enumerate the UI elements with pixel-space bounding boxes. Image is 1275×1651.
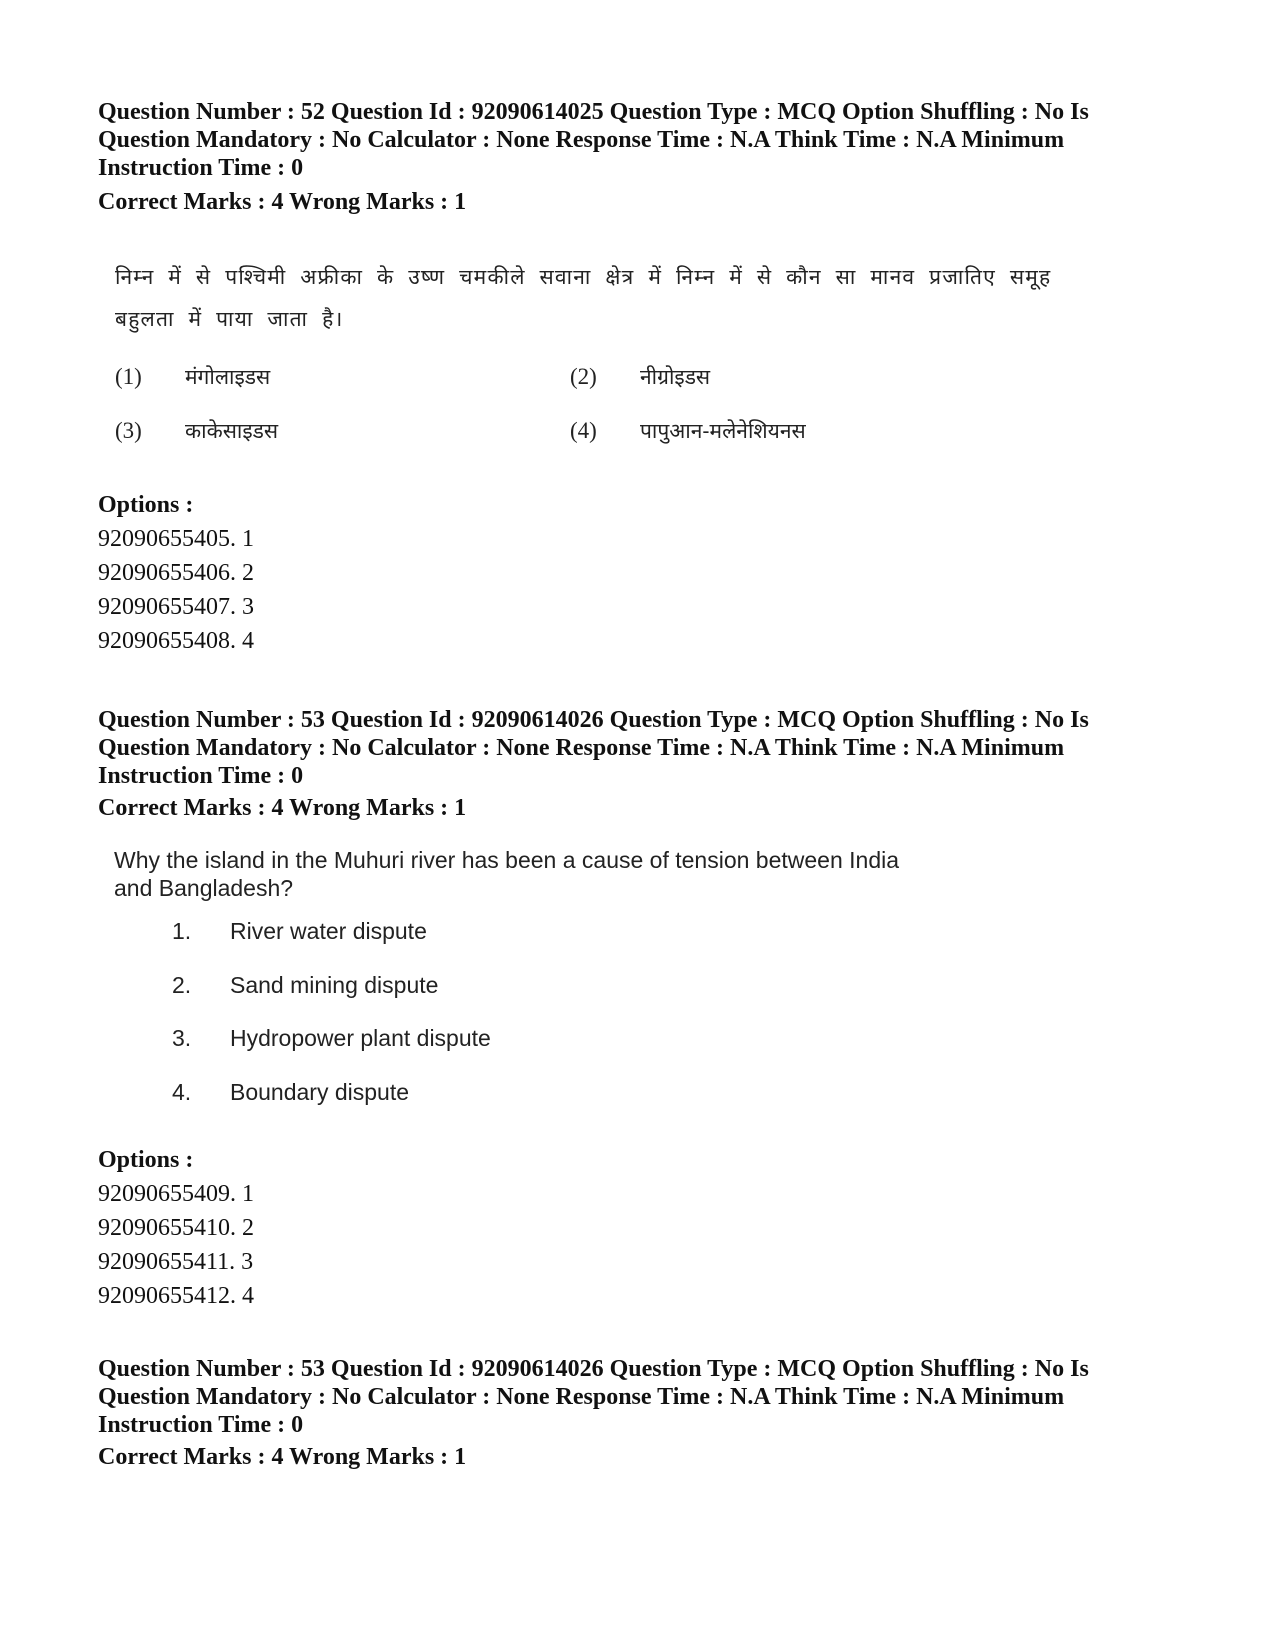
question-53-options — [98, 1143, 254, 1313]
choice-text: नीग्रोइडस — [640, 365, 711, 389]
choice-text: River water dispute — [230, 918, 427, 944]
choice-number: (1) — [115, 364, 142, 389]
choice-text: मंगोलाइडस — [185, 365, 271, 389]
option-item: 92090655406. 2 — [98, 560, 254, 586]
option-item: 92090655412. 4 — [98, 1283, 254, 1309]
question-header-line: Question Number : 52 Question Id : 92090614025 Question Type : MCQ Option Shuffling : No Is — [98, 99, 1089, 125]
question-stem-line: बहुलता में पाया जाता है। — [115, 307, 344, 331]
question-53-stem — [114, 846, 1014, 902]
question-53-marks: Correct Marks : 4 Wrong Marks : 1 — [98, 795, 467, 821]
choice-text: पापुआन-मलेनेशियनस — [640, 419, 806, 443]
question-53-header — [98, 706, 1178, 790]
choice-item — [570, 363, 710, 391]
choice-item — [172, 972, 438, 999]
option-item: 92090655409. 1 — [98, 1181, 254, 1207]
choice-number: 1. — [172, 918, 192, 944]
choice-number: 3. — [172, 1025, 192, 1051]
question-52-marks: Correct Marks : 4 Wrong Marks : 1 — [98, 189, 467, 215]
choice-text: Boundary dispute — [230, 1079, 410, 1105]
choice-item — [115, 363, 270, 391]
option-item: 92090655411. 3 — [98, 1249, 254, 1275]
question-52-header — [98, 98, 1178, 182]
question-header-line: Question Mandatory : No Calculator : None Response Time : N.A Think Time : N.A Minimum — [98, 735, 1065, 761]
option-item: 92090655408. 4 — [98, 628, 254, 654]
option-item: 92090655410. 2 — [98, 1215, 254, 1241]
choice-number: 2. — [172, 972, 192, 998]
choice-number: 4. — [172, 1079, 192, 1105]
choice-number: (2) — [570, 364, 597, 389]
question-52-stem — [115, 256, 1075, 340]
options-title: Options : — [98, 1147, 194, 1173]
question-stem-line: Why the island in the Muhuri river has been a cause of tension between India — [114, 847, 900, 873]
option-item: 92090655407. 3 — [98, 594, 254, 620]
choice-text: Sand mining dispute — [230, 972, 439, 998]
choice-item — [570, 417, 806, 445]
question-header-line: Instruction Time : 0 — [98, 155, 304, 181]
question-header-line: Instruction Time : 0 — [98, 763, 304, 789]
options-title: Options : — [98, 492, 194, 518]
choice-item — [115, 417, 278, 445]
choice-text: Hydropower plant dispute — [230, 1025, 491, 1051]
question-header-line: Question Mandatory : No Calculator : None Response Time : N.A Think Time : N.A Minimum — [98, 1384, 1065, 1410]
choice-number: (3) — [115, 418, 142, 443]
choice-number: (4) — [570, 418, 597, 443]
question-53-repeat-marks: Correct Marks : 4 Wrong Marks : 1 — [98, 1444, 467, 1470]
question-stem-line: निम्न में से पश्चिमी अफ्रीका के उष्ण चमकीले सवाना क्षेत्र में निम्न में से कौन सा मानव प्रजातिए समूह — [115, 265, 1052, 289]
choice-item — [172, 1079, 409, 1106]
question-stem-line: and Bangladesh? — [114, 875, 294, 901]
question-header-line: Question Number : 53 Question Id : 92090614026 Question Type : MCQ Option Shuffling : No Is — [98, 707, 1089, 733]
option-item: 92090655405. 1 — [98, 526, 254, 552]
question-header-line: Question Number : 53 Question Id : 92090614026 Question Type : MCQ Option Shuffling : No Is — [98, 1356, 1089, 1382]
choice-item — [172, 918, 427, 945]
question-52-options — [98, 488, 254, 658]
question-header-line: Instruction Time : 0 — [98, 1412, 304, 1438]
choice-text: काकेसाइडस — [185, 419, 279, 443]
question-header-line: Question Mandatory : No Calculator : None Response Time : N.A Think Time : N.A Minimum — [98, 127, 1065, 153]
choice-item — [172, 1025, 491, 1052]
question-53-repeat-header — [98, 1355, 1178, 1439]
